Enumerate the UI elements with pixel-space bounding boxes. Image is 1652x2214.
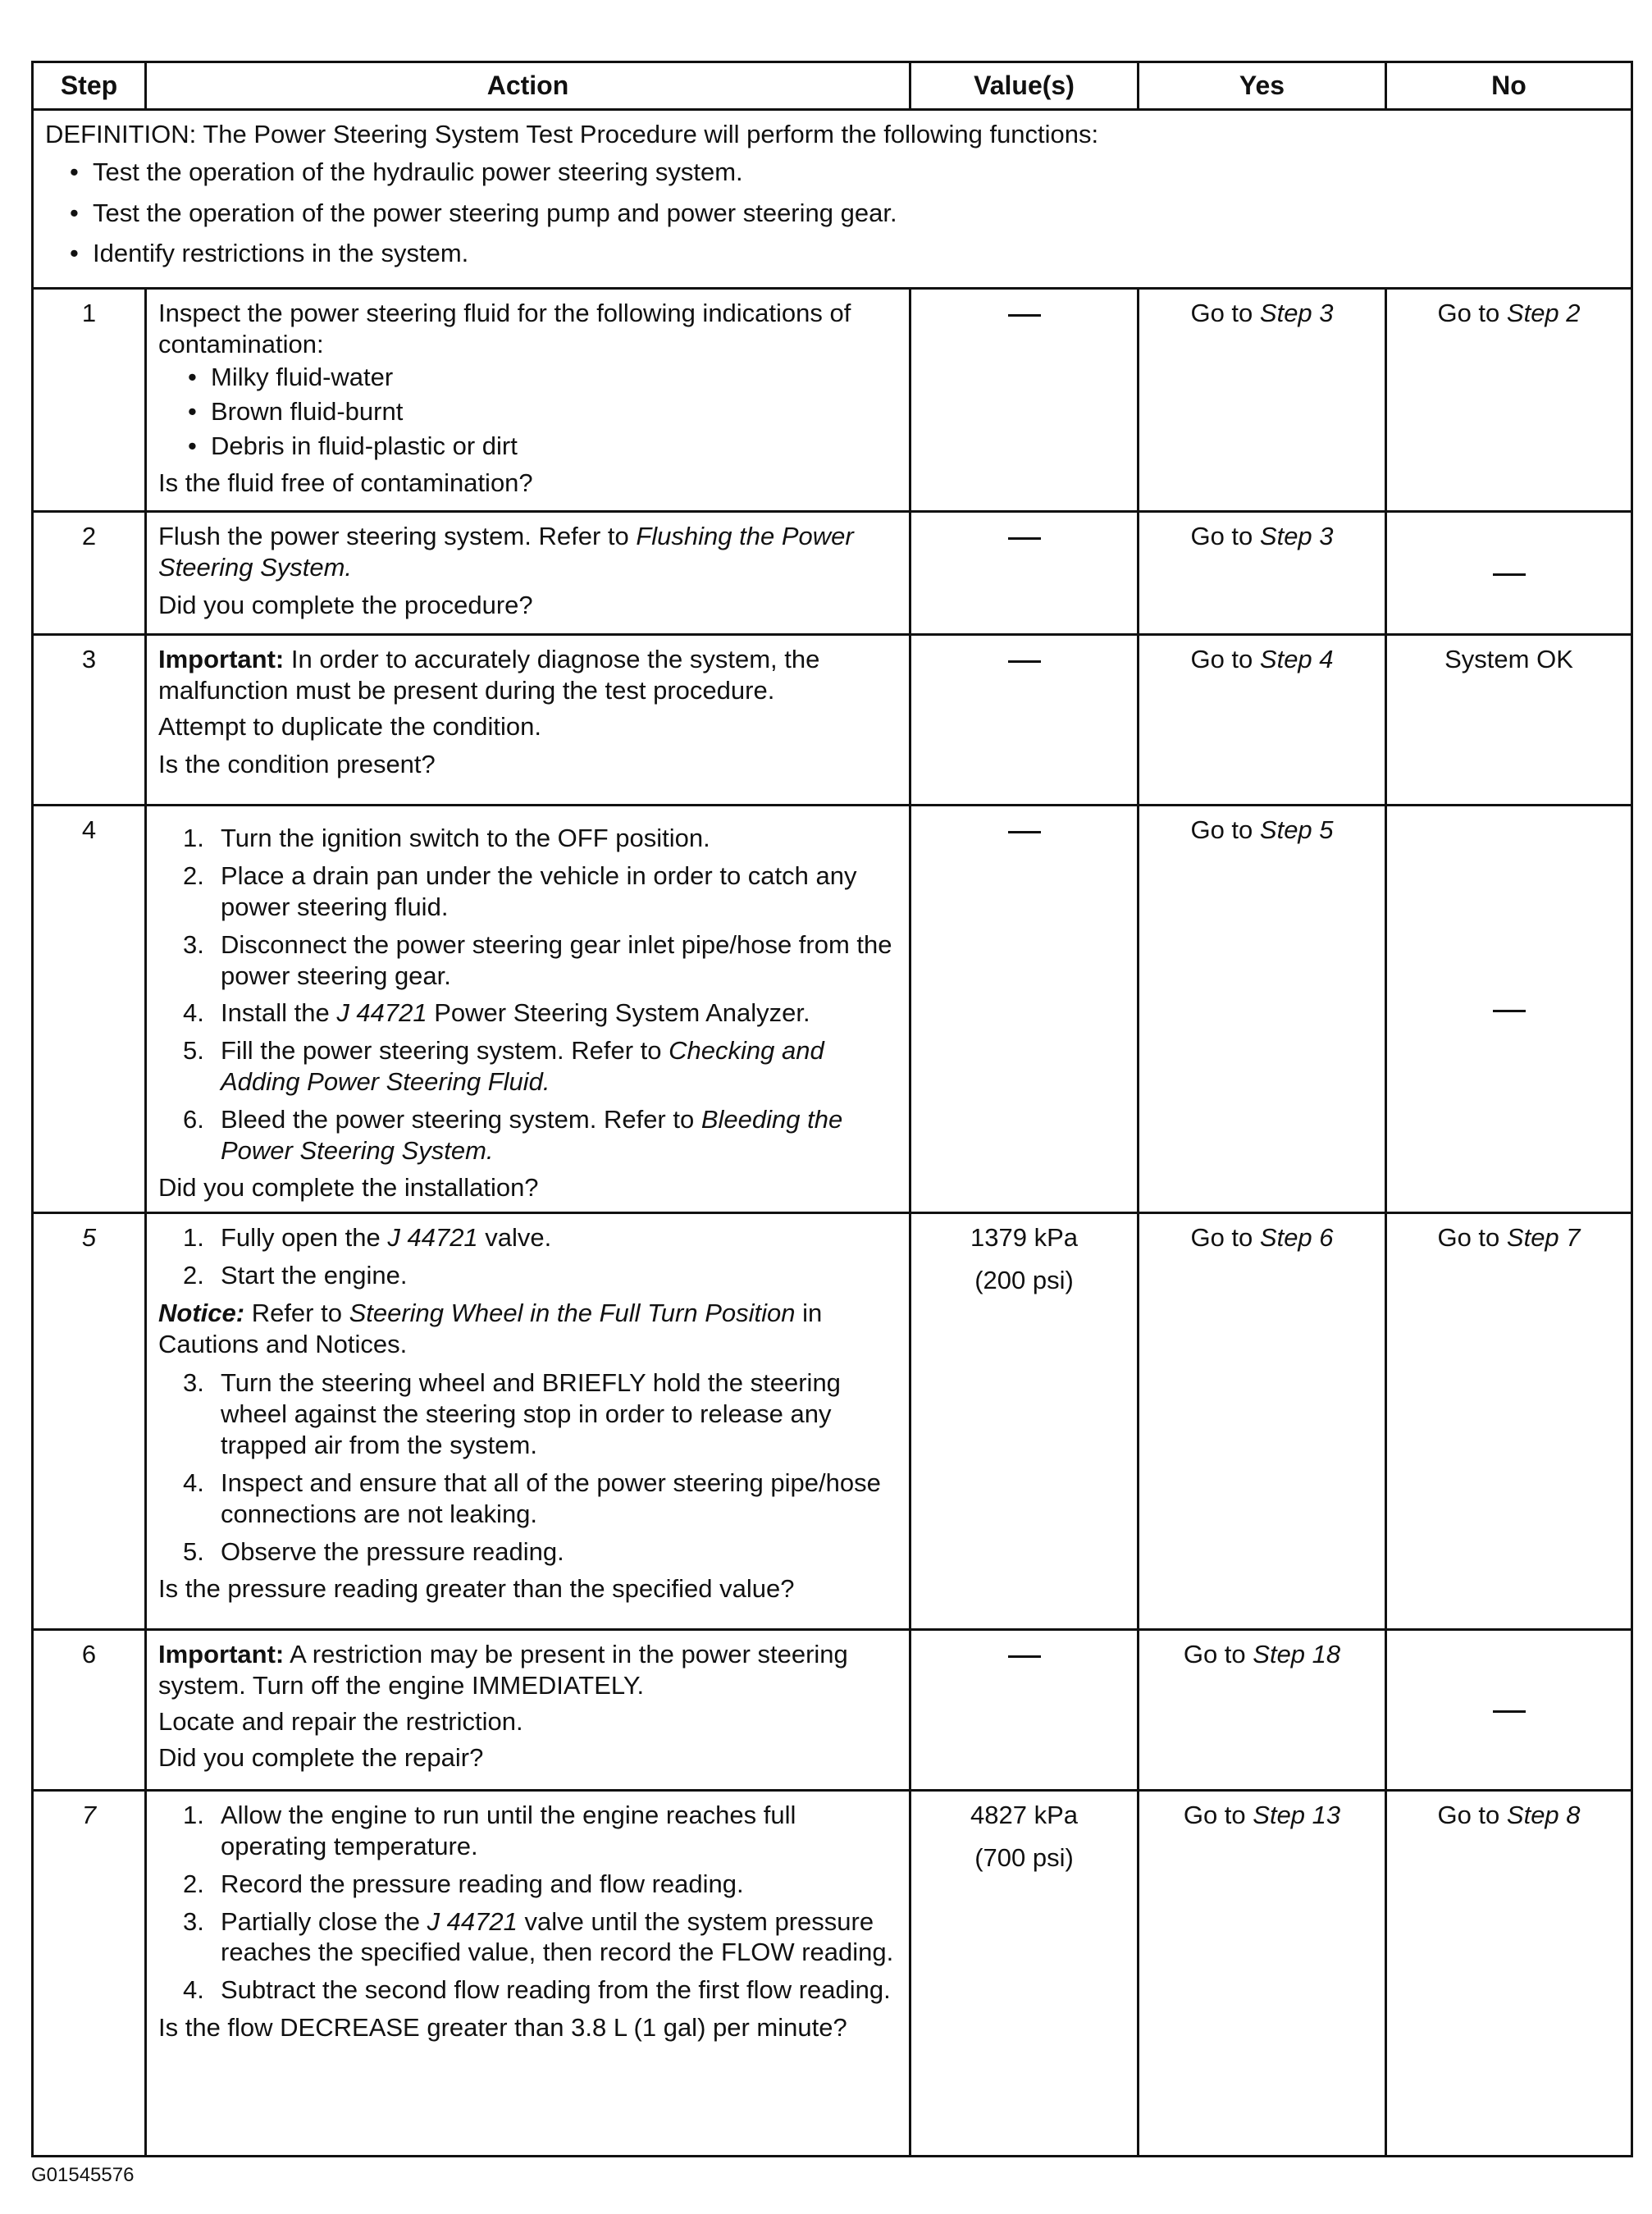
list-item bbox=[183, 1222, 897, 1253]
tool-reference: J 44721 bbox=[387, 1223, 478, 1253]
tool-reference: J 44721 bbox=[336, 998, 427, 1028]
yes-cell bbox=[1139, 289, 1386, 512]
value-cell bbox=[910, 635, 1139, 806]
spec-value-metric: 4827 kPa bbox=[970, 1801, 1078, 1830]
dash-mark bbox=[1008, 314, 1041, 317]
header-row bbox=[33, 62, 1632, 110]
no-cell bbox=[1386, 1630, 1632, 1791]
reference-link: Flushing the Power Steering System. bbox=[158, 522, 854, 582]
yes-step-link: Step 18 bbox=[1253, 1640, 1341, 1669]
item-number: 4. bbox=[183, 1975, 204, 2005]
go-to-label: Go to bbox=[1190, 299, 1253, 328]
value-cell bbox=[910, 1213, 1139, 1630]
item-text: Start the engine. bbox=[221, 1261, 408, 1290]
item-text: Allow the engine to run until the engine reaches full operating temperature. bbox=[221, 1801, 796, 1861]
go-to-label: Go to bbox=[1437, 1223, 1500, 1253]
list-item: • Brown fluid-burnt bbox=[188, 396, 897, 427]
bullet-list bbox=[158, 362, 897, 461]
list-item bbox=[183, 1800, 897, 1862]
list-item bbox=[183, 1035, 897, 1098]
reference-link: Steering Wheel in the Full Turn Position bbox=[349, 1298, 796, 1327]
no-step-link: Step 7 bbox=[1506, 1223, 1581, 1253]
diagnostic-table bbox=[31, 61, 1633, 2157]
yes-step-link: Step 6 bbox=[1259, 1223, 1334, 1253]
definition-cell bbox=[33, 110, 1632, 289]
step-number: 1 bbox=[33, 289, 146, 512]
action-text-part: A restriction may be present in the power steering system. Turn off the engine IMMEDIATELY. bbox=[158, 1640, 848, 1700]
table-row bbox=[33, 1213, 1632, 1630]
item-text: valve until the system pressure reaches the specified value, then record the FLOW reading. bbox=[221, 1906, 894, 1967]
table-row bbox=[33, 806, 1632, 1213]
list-item bbox=[183, 860, 897, 923]
action-cell bbox=[146, 512, 910, 635]
definition-text: DEFINITION: The Power Steering System Test Procedure will perform the following functions: bbox=[45, 120, 1099, 149]
action-cell bbox=[146, 1791, 910, 2157]
action-text: Attempt to duplicate the condition. bbox=[158, 711, 542, 741]
item-text: Partially close the bbox=[221, 1906, 427, 1936]
value-cell bbox=[910, 1791, 1139, 2157]
definition-row bbox=[33, 110, 1632, 289]
definition-item: • Test the operation of the power steering pump and power steering gear. bbox=[70, 198, 1619, 229]
yes-step-link: Step 3 bbox=[1259, 522, 1334, 551]
action-question: Did you complete the installation? bbox=[158, 1173, 539, 1203]
yes-step-link: Step 3 bbox=[1259, 299, 1334, 328]
list-item bbox=[183, 929, 897, 992]
item-number: 1. bbox=[183, 824, 204, 853]
item-text: Power Steering System Analyzer. bbox=[427, 998, 810, 1028]
go-to-label: Go to bbox=[1190, 645, 1253, 674]
list-item bbox=[183, 1974, 897, 2006]
notice-text-part: Refer to bbox=[244, 1298, 349, 1327]
go-to-label: Go to bbox=[1437, 1801, 1500, 1830]
item-text: Subtract the second flow reading from the first flow reading. bbox=[221, 1975, 891, 2005]
action-question: Is the pressure reading greater than the specified value? bbox=[158, 1574, 795, 1604]
item-number: 5. bbox=[183, 1036, 204, 1066]
item-number: 1. bbox=[183, 1223, 204, 1253]
yes-step-link: Step 5 bbox=[1259, 815, 1334, 845]
step-number: 5 bbox=[33, 1213, 146, 1630]
tool-reference: J 44721 bbox=[427, 1906, 518, 1936]
numbered-list bbox=[158, 1222, 897, 1291]
table-row bbox=[33, 289, 1632, 512]
step-number: 4 bbox=[33, 806, 146, 1213]
no-cell bbox=[1386, 512, 1632, 635]
numbered-list bbox=[158, 1800, 897, 2006]
value-cell bbox=[910, 1630, 1139, 1791]
list-item bbox=[183, 823, 897, 854]
item-text: Disconnect the power steering gear inlet pipe/hose from the power steering gear. bbox=[221, 929, 892, 990]
notice-text-part: in Cautions and Notices. bbox=[158, 1298, 823, 1358]
table-row bbox=[33, 512, 1632, 635]
item-text: Bleed the power steering system. Refer to bbox=[221, 1104, 701, 1134]
step-number: 3 bbox=[33, 635, 146, 806]
go-to-label: Go to bbox=[1190, 522, 1253, 551]
header-step: Step bbox=[33, 62, 146, 110]
no-cell bbox=[1386, 1791, 1632, 2157]
spec-value bbox=[923, 1222, 1125, 1296]
yes-cell bbox=[1139, 635, 1386, 806]
item-text: Turn the steering wheel and BRIEFLY hold the steering wheel against the steering stop in order to release any trapped air from the system. bbox=[221, 1368, 841, 1460]
action-cell bbox=[146, 635, 910, 806]
no-step-link: Step 2 bbox=[1506, 299, 1581, 328]
action-text-part: Flush the power steering system. Refer to bbox=[158, 522, 637, 551]
go-to-label: Go to bbox=[1437, 299, 1500, 328]
step-number: 7 bbox=[33, 1791, 146, 2157]
item-text: Fully open the bbox=[221, 1223, 388, 1253]
no-cell bbox=[1386, 289, 1632, 512]
header-values: Value(s) bbox=[910, 62, 1139, 110]
spec-value-imperial: (700 psi) bbox=[974, 1843, 1074, 1873]
item-number: 4. bbox=[183, 1468, 204, 1497]
action-question: Is the fluid free of contamination? bbox=[158, 468, 533, 498]
action-text bbox=[158, 644, 897, 706]
spec-value bbox=[923, 1800, 1125, 1874]
yes-cell bbox=[1139, 512, 1386, 635]
action-text: Inspect the power steering fluid for the following indications of contamination: bbox=[158, 299, 851, 359]
list-item bbox=[183, 1104, 897, 1166]
list-item bbox=[183, 1869, 897, 1900]
item-number: 4. bbox=[183, 998, 204, 1028]
definition-item: • Identify restrictions in the system. bbox=[70, 238, 1619, 269]
list-item: • Milky fluid-water bbox=[188, 362, 897, 393]
numbered-list bbox=[158, 1367, 897, 1567]
item-text: Fill the power steering system. Refer to bbox=[221, 1036, 669, 1066]
yes-cell bbox=[1139, 1791, 1386, 2157]
yes-step-link: Step 13 bbox=[1253, 1801, 1341, 1830]
action-cell bbox=[146, 1213, 910, 1630]
dash-mark bbox=[1493, 573, 1526, 576]
list-item: • Debris in fluid-plastic or dirt bbox=[188, 431, 897, 462]
action-cell bbox=[146, 289, 910, 512]
spec-value-imperial: (200 psi) bbox=[974, 1266, 1074, 1295]
item-number: 3. bbox=[183, 1906, 204, 1936]
dash-mark bbox=[1008, 660, 1041, 663]
yes-cell bbox=[1139, 806, 1386, 1213]
step-number: 6 bbox=[33, 1630, 146, 1791]
item-text: Place a drain pan under the vehicle in order to catch any power steering fluid. bbox=[221, 861, 857, 921]
dash-mark bbox=[1008, 537, 1041, 540]
list-item bbox=[183, 1367, 897, 1460]
reference-link: Bleeding the Power Steering System. bbox=[221, 1104, 843, 1165]
important-label: Important: bbox=[158, 645, 285, 674]
item-number: 5. bbox=[183, 1536, 204, 1566]
value-cell bbox=[910, 512, 1139, 635]
yes-cell bbox=[1139, 1630, 1386, 1791]
header-action: Action bbox=[146, 62, 910, 110]
dash-mark bbox=[1493, 1710, 1526, 1713]
no-step-link: Step 8 bbox=[1506, 1801, 1581, 1830]
step-number: 2 bbox=[33, 512, 146, 635]
item-number: 2. bbox=[183, 861, 204, 891]
action-question: Did you complete the procedure? bbox=[158, 590, 533, 619]
go-to-label: Go to bbox=[1190, 815, 1253, 845]
yes-step-link: Step 4 bbox=[1259, 645, 1334, 674]
table-row bbox=[33, 635, 1632, 806]
spec-value-metric: 1379 kPa bbox=[970, 1223, 1078, 1253]
item-text: Install the bbox=[221, 998, 337, 1028]
list-item bbox=[183, 997, 897, 1029]
list-item bbox=[183, 1468, 897, 1530]
figure-id: G01545576 bbox=[31, 2164, 135, 2186]
action-question: Did you complete the repair? bbox=[158, 1742, 484, 1772]
dash-mark bbox=[1493, 1010, 1526, 1012]
item-text: Turn the ignition switch to the OFF position. bbox=[221, 824, 710, 853]
important-label: Important: bbox=[158, 1640, 285, 1669]
list-item bbox=[183, 1906, 897, 1969]
numbered-list bbox=[158, 823, 897, 1166]
action-question: Is the condition present? bbox=[158, 749, 436, 778]
reference-link: Checking and Adding Power Steering Fluid. bbox=[221, 1036, 824, 1096]
action-text: Locate and repair the restriction. bbox=[158, 1706, 523, 1736]
go-to-label: Go to bbox=[1190, 1223, 1253, 1253]
item-number: 3. bbox=[183, 1368, 204, 1398]
action-question: Is the flow DECREASE greater than 3.8 L (1 gal) per minute? bbox=[158, 2013, 847, 2043]
item-text: Record the pressure reading and flow reading. bbox=[221, 1869, 744, 1898]
action-text-part: In order to accurately diagnose the system, the malfunction must be present during the test procedure. bbox=[158, 645, 820, 705]
item-number: 1. bbox=[183, 1801, 204, 1830]
definition-item: • Test the operation of the hydraulic power steering system. bbox=[70, 157, 1619, 188]
action-text bbox=[158, 1639, 897, 1701]
action-text bbox=[158, 521, 897, 583]
list-item bbox=[183, 1260, 897, 1291]
item-number: 2. bbox=[183, 1869, 204, 1898]
item-text: Inspect and ensure that all of the power steering pipe/hose connections are not leaking. bbox=[221, 1468, 881, 1528]
definition-list bbox=[45, 157, 1619, 269]
action-cell bbox=[146, 1630, 910, 1791]
list-item bbox=[183, 1536, 897, 1568]
item-number: 6. bbox=[183, 1104, 204, 1134]
value-cell bbox=[910, 806, 1139, 1213]
header-yes: Yes bbox=[1139, 62, 1386, 110]
item-text: valve. bbox=[477, 1223, 552, 1253]
no-cell bbox=[1386, 806, 1632, 1213]
value-cell bbox=[910, 289, 1139, 512]
notice-text bbox=[158, 1298, 897, 1360]
yes-cell bbox=[1139, 1213, 1386, 1630]
no-cell: System OK bbox=[1386, 635, 1632, 806]
dash-mark bbox=[1008, 831, 1041, 833]
table-row bbox=[33, 1630, 1632, 1791]
go-to-label: Go to bbox=[1183, 1801, 1246, 1830]
notice-label: Notice: bbox=[158, 1298, 245, 1327]
item-text: Observe the pressure reading. bbox=[221, 1536, 564, 1566]
go-to-label: Go to bbox=[1183, 1640, 1246, 1669]
table-row bbox=[33, 1791, 1632, 2157]
item-number: 3. bbox=[183, 929, 204, 959]
item-number: 2. bbox=[183, 1261, 204, 1290]
no-cell bbox=[1386, 1213, 1632, 1630]
action-cell bbox=[146, 806, 910, 1213]
header-no: No bbox=[1386, 62, 1632, 110]
dash-mark bbox=[1008, 1655, 1041, 1658]
